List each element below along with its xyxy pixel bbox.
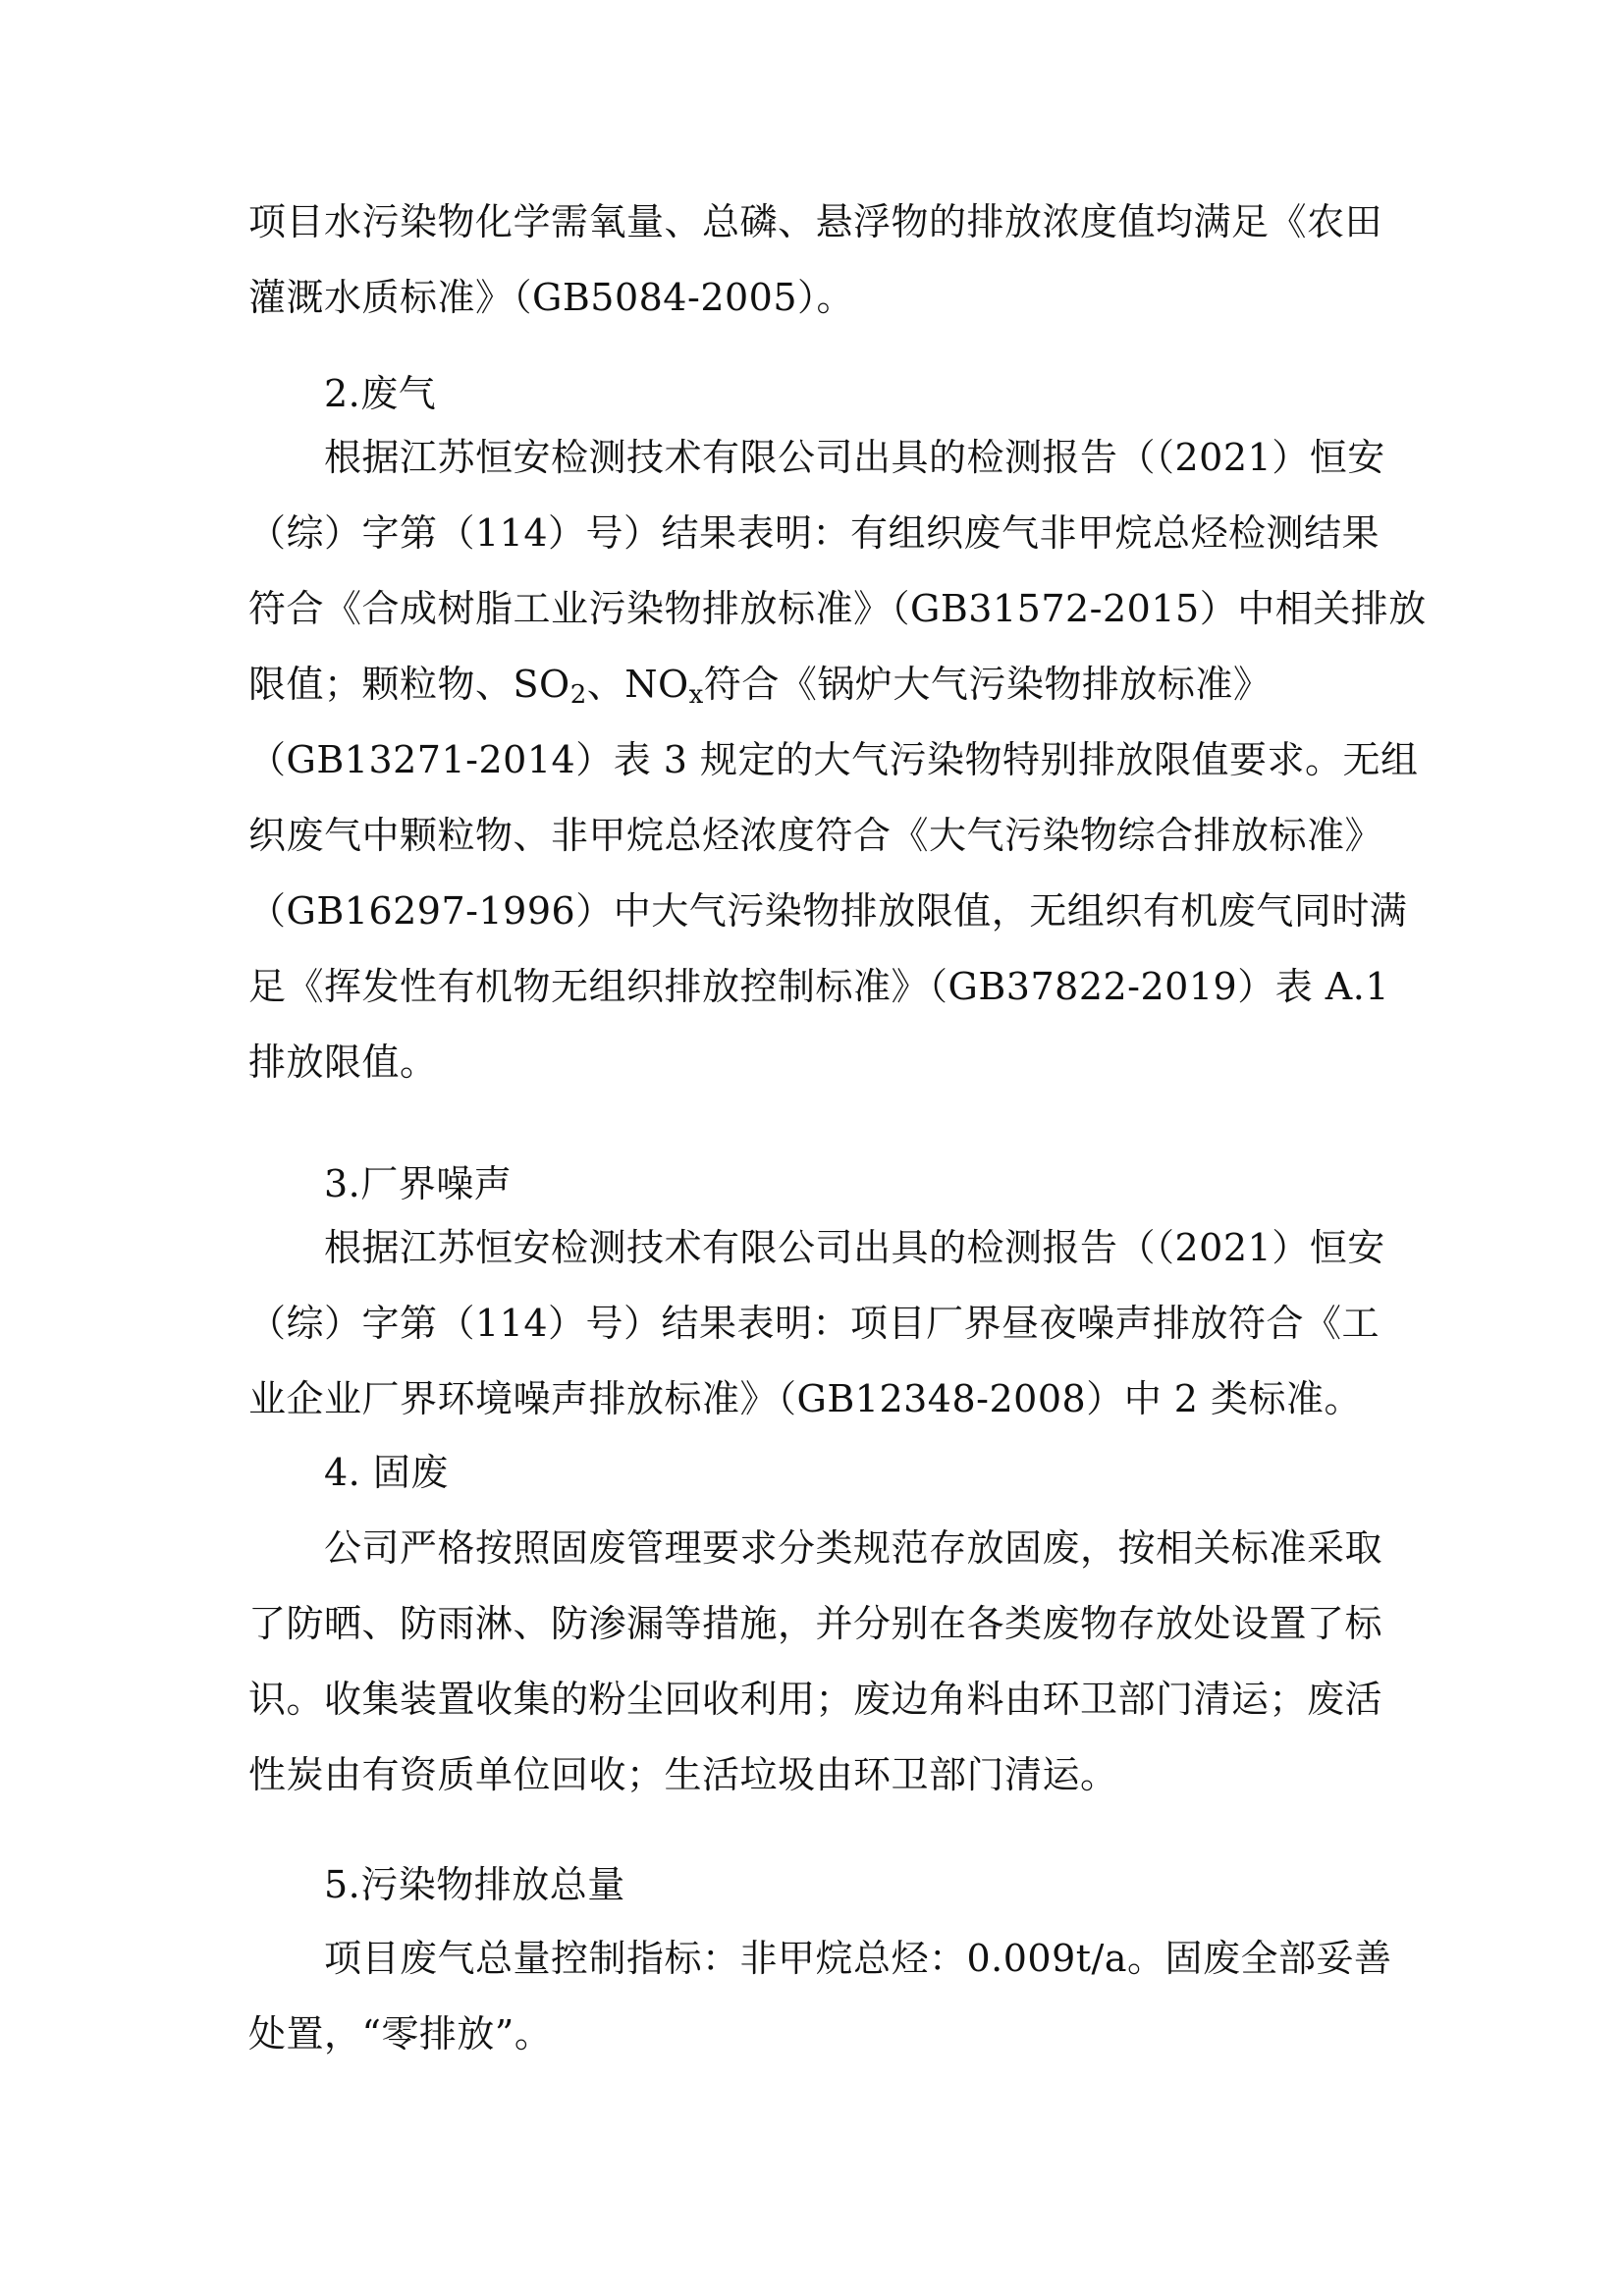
solid-waste-paragraph-line-1: 公司严格按照固废管理要求分类规范存放固废，按相关标准采取 (324, 1526, 1383, 1570)
gas-paragraph-line-8: 足《挥发性有机物无组织排放控制标准》（GB37822-2019）表 A.1 (248, 965, 1389, 1008)
noise-paragraph-line-3: 业企业厂界环境噪声排放标准》（GB12348-2008）中 2 类标准。 (248, 1377, 1363, 1420)
solid-waste-paragraph-line-3: 识。收集装置收集的粉尘回收利用；废边角料由环卫部门清运；废活 (248, 1678, 1383, 1721)
water-paragraph-line-1: 项目水污染物化学需氧量、总磷、悬浮物的排放浓度值均满足《农田 (248, 200, 1383, 243)
gas-paragraph-line-2: （综）字第（114）号）结果表明：有组织废气非甲烷总烃检测结果 (248, 511, 1380, 555)
gas-paragraph-line-7: （GB16297-1996）中大气污染物排放限值，无组织有机废气同时满 (248, 889, 1408, 933)
noise-section-heading: 3.厂界噪声 (324, 1162, 513, 1205)
gas-paragraph-line-5: （GB13271-2014）表 3 规定的大气污染物特别排放限值要求。无组 (248, 738, 1419, 781)
total-emissions-paragraph-line-2: 处置，“零排放”。 (248, 2012, 553, 2056)
gas-paragraph-line-1: 根据江苏恒安检测技术有限公司出具的检测报告（（2021）恒安 (324, 436, 1385, 479)
solid-waste-section-heading: 4. 固废 (324, 1451, 449, 1494)
gas-line-4-text-c: 符合《锅炉大气污染物排放标准》 (703, 663, 1272, 706)
total-emissions-paragraph-line-1: 项目废气总量控制指标：非甲烷总烃：0.009t/a。固废全部妥善 (324, 1937, 1392, 1980)
so2-subscript: 2 (569, 680, 587, 710)
solid-waste-paragraph-line-2: 了防晒、防雨淋、防渗漏等措施，并分别在各类废物存放处设置了标 (248, 1602, 1383, 1645)
gas-paragraph-line-6: 织废气中颗粒物、非甲烷总烃浓度符合《大气污染物综合排放标准》 (248, 814, 1383, 857)
gas-section-heading: 2.废气 (324, 372, 437, 415)
total-emissions-section-heading: 5.污染物排放总量 (324, 1863, 625, 1906)
gas-paragraph-line-9: 排放限值。 (248, 1041, 438, 1084)
gas-line-4-text-a: 限值；颗粒物、SO (248, 663, 570, 706)
gas-line-4-text-b: 、NO (586, 663, 689, 706)
noise-paragraph-line-2: （综）字第（114）号）结果表明：项目厂界昼夜噪声排放符合《工 (248, 1302, 1380, 1345)
noise-paragraph-line-1: 根据江苏恒安检测技术有限公司出具的检测报告（（2021）恒安 (324, 1226, 1385, 1269)
nox-subscript: x (688, 680, 704, 710)
gas-paragraph-line-3: 符合《合成树脂工业污染物排放标准》（GB31572-2015）中相关排放 (248, 587, 1427, 630)
gas-paragraph-line-4 (248, 660, 1271, 709)
solid-waste-paragraph-line-4: 性炭由有资质单位回收；生活垃圾由环卫部门清运。 (248, 1753, 1118, 1796)
water-paragraph-line-2: 灌溉水质标准》（GB5084-2005）。 (248, 276, 855, 319)
